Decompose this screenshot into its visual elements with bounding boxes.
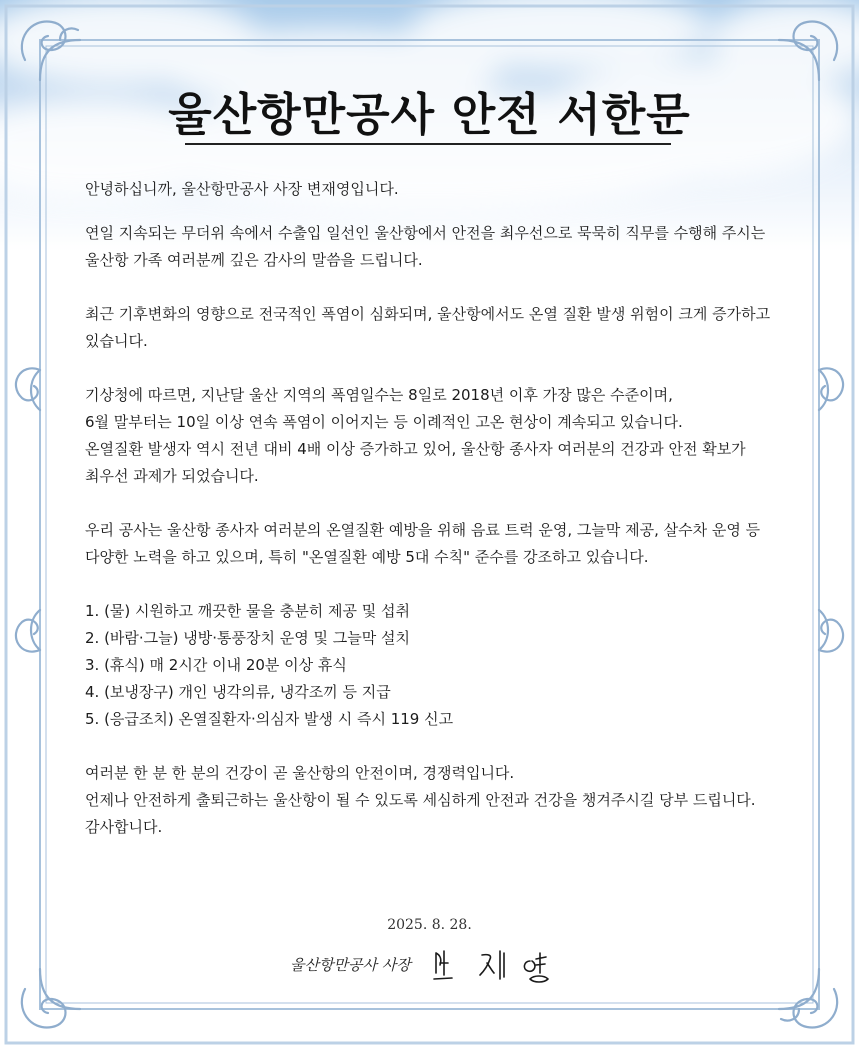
paragraph3-line3: 온열질환 발생자 역시 전년 대비 4배 이상 증가하고 있어, 울산항 종사자 여러분의 건강과 안전 확보가: [85, 440, 746, 458]
paragraph3-line4: 최우선 과제가 되었습니다.: [85, 467, 259, 485]
letter-body: [85, 176, 795, 841]
paragraph3-line2: 6월 말부터는 10일 이상 연속 폭염이 이어지는 등 이례적인 고온 현상이 계속되고 있습니다.: [85, 413, 683, 431]
greeting: 안녕하십니까, 울산항만공사 사장 변재영입니다.: [85, 180, 399, 198]
paragraph1-line1: 연일 지속되는 무더위 속에서 수출입 일선인 울산항에서 안전을 최우선으로 묵묵히 직무를 수행해 주시는: [85, 224, 766, 242]
paragraph1-line2: 울산항 가족 여러분께 깊은 감사의 말씀을 드립니다.: [85, 251, 423, 269]
paragraph4-line1: 우리 공사는 울산항 종사자 여러분의 온열질환 예방을 위해 음료 트럭 운영, 그늘막 제공, 살수차 운영 등: [85, 521, 761, 539]
closing-line1: 여러분 한 분 한 분의 건강이 곧 울산항의 안전이며, 경쟁력입니다.: [85, 764, 515, 782]
paragraph2-line1: 최근 기후변화의 영향으로 전국적인 폭염이 심화되며, 울산항에서도 온열 질환 발생 위험이 크게 증가하고: [85, 305, 771, 323]
signer-title: 울산항만공사 사장: [290, 956, 411, 974]
rule-item: 4. (보냉장구) 개인 냉각의류, 냉각조끼 등 지급: [85, 683, 391, 701]
letter-date: 2025. 8. 28.: [387, 917, 472, 933]
closing-line2: 언제나 안전하게 출퇴근하는 울산항이 될 수 있도록 세심하게 안전과 건강을 챙겨주시길 당부 드립니다.: [85, 791, 756, 809]
rule-item: 2. (바람·그늘) 냉방·통풍장치 운영 및 그늘막 설치: [85, 629, 410, 647]
closing-line3: 감사합니다.: [85, 818, 163, 836]
rule-item: 3. (휴식) 매 2시간 이내 20분 이상 휴식: [85, 656, 347, 674]
handwritten-signature: [430, 945, 570, 987]
paragraph2-line2: 있습니다.: [85, 332, 148, 350]
paragraph4-line2: 다양한 노력을 하고 있으며, 특히 "온열질환 예방 5대 수칙" 준수를 강조하고 있습니다.: [85, 548, 649, 566]
title-underline: [185, 143, 671, 145]
rule-item: 1. (물) 시원하고 깨끗한 물을 충분히 제공 및 섭취: [85, 602, 410, 620]
letter-title: 울산항만공사 안전 서한문: [168, 88, 691, 141]
paragraph3-line1: 기상청에 따르면, 지난달 울산 지역의 폭염일수는 8일로 2018년 이후 가장 많은 수준이며,: [85, 386, 673, 404]
rule-item: 5. (응급조치) 온열질환자·의심자 발생 시 즉시 119 신고: [85, 710, 454, 728]
